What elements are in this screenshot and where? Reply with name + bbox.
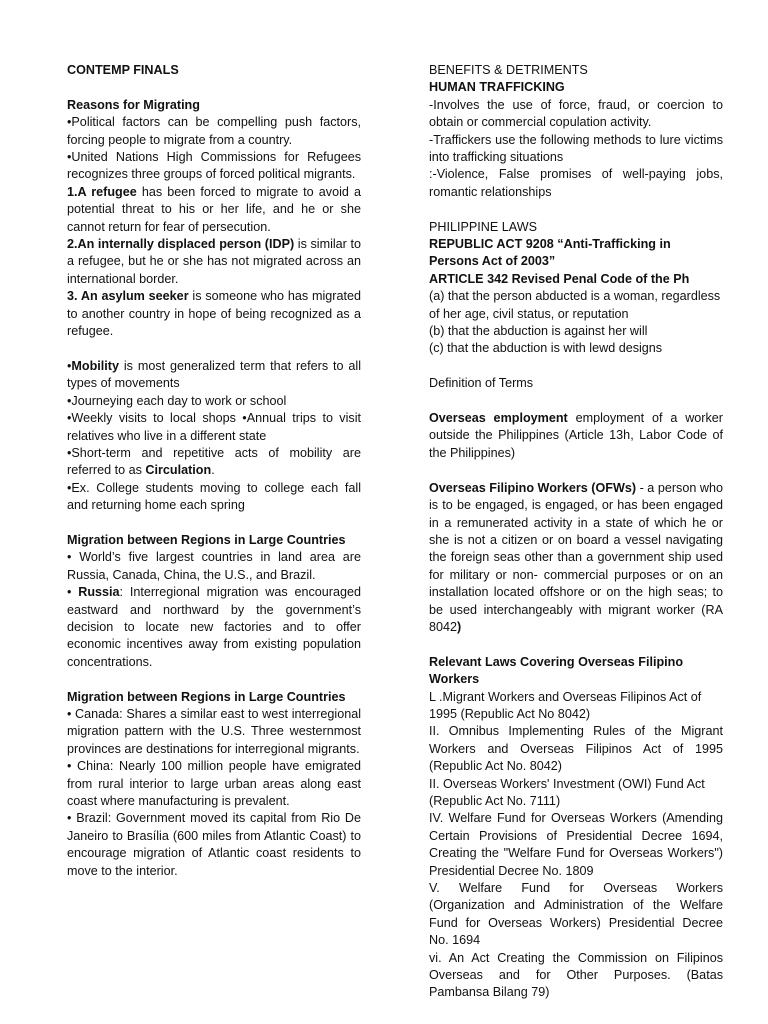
paragraph: -Traffickers use the following methods to lure victims into trafficking situations xyxy=(429,132,723,165)
paragraph: • Brazil: Government moved its capital from Rio De Janeiro to Brasília (600 miles from Atlantic Coast) to encourage migration of Atlantic coast residents to move to the interior. xyxy=(67,811,361,878)
list-item: (a) that the person abducted is a woman, regardless of her age, civil status, or reputation xyxy=(429,289,721,321)
paragraph-russia xyxy=(67,584,361,671)
paragraph: • China: Nearly 100 million people have emigrated from rural interior to large urban areas along east coast where manufacturing is prevalent. xyxy=(67,759,361,808)
list-item: II. Omnibus Implementing Rules of the Migrant Workers and Overseas Filipinos Act of 1995 (Republic Act No. 8042) xyxy=(429,724,723,774)
definition-text: - a person who is to be engaged, is engaged, or has been engaged in a remunerated activity in a state of which he or she is not a citizen or on board a vessel navigating the foreign seas other than a government ship used for military or non- commercial purposes or on an installation located offshore or on the high seas; to be used interchangeably with migrant worker (RA 8042 xyxy=(429,480,723,634)
section-heading-laws: PHILIPPINE LAWS xyxy=(429,219,538,234)
definition-text: is most generalized term that refers to all types of movements xyxy=(67,358,361,391)
paragraph: :-Violence, False promises of well-paying jobs, romantic relationships xyxy=(429,167,723,199)
list-item: L .Migrant Workers and Overseas Filipinos Act of 1995 (Republic Act No 8042) xyxy=(429,689,702,721)
list-item: (b) that the abduction is against her will xyxy=(429,324,648,339)
term: Mobility xyxy=(71,358,119,373)
paragraph: • Canada: Shares a similar east to west interregional migration pattern with the U.S. Three westernmost provinces are destinations for interregional migrants. xyxy=(67,706,361,756)
list-item: vi. An Act Creating the Commission on Filipinos Overseas and for Other Purposes. (Batas Pambansa Bilang 79) xyxy=(429,950,723,1000)
term: Overseas Filipino Workers (OFWs) xyxy=(429,480,637,495)
term: 1.A refugee xyxy=(67,184,137,199)
paragraph: • World’s five largest countries in land area are Russia, Canada, China, the U.S., and Brazil. xyxy=(67,550,361,582)
list-item: V. Welfare Fund for Overseas Workers (Organization and Administration of the Welfare Fund for Overseas Workers) Presidential Decree No. 1694 xyxy=(429,881,723,948)
paragraph-ofw xyxy=(429,480,723,637)
paragraph: •Political factors can be compelling push factors, forcing people to migrate from a country. xyxy=(67,115,361,147)
document-title: CONTEMP FINALS xyxy=(67,63,179,77)
paragraph-refugee xyxy=(67,184,361,236)
paragraph-idp xyxy=(67,236,361,288)
definition-text: employment of a worker outside the Philippines (Article 13h, Labor Code of the Philippines) xyxy=(429,411,723,460)
paragraph: •United Nations High Commissions for Refugees recognizes three groups of forced political migrants. xyxy=(67,150,361,182)
term: Russia xyxy=(78,585,120,600)
paragraph-mobility xyxy=(67,358,361,393)
law-heading-article342: ARTICLE 342 Revised Penal Code of the Ph xyxy=(429,271,690,286)
term: 2.An internally displaced person (IDP) xyxy=(67,237,295,252)
bullet: • xyxy=(67,358,72,373)
law-heading-ra9208: REPUBLIC ACT 9208 “Anti-Trafficking in Persons Act of 2003” xyxy=(429,237,671,269)
term: Overseas employment xyxy=(429,411,568,426)
paragraph: -Involves the use of force, fraud, or coercion to obtain or commercial copulation activity. xyxy=(429,97,723,130)
definition-text: is similar to a refugee, but he or she has not migrated across an international border. xyxy=(67,237,361,286)
paragraph-circulation xyxy=(67,445,361,480)
list-item: (c) that the abduction is with lewd designs xyxy=(429,341,663,356)
section-heading-trafficking: HUMAN TRAFFICKING xyxy=(429,80,565,95)
section-heading-regions: Migration between Regions in Large Countries xyxy=(67,532,346,547)
list-item: IV. Welfare Fund for Overseas Workers (Amending Certain Provisions of Presidential Decree 1694, Creating the "Welfare Fund for Overseas Workers") Presidential Decree No. 1809 xyxy=(429,811,723,878)
definition-text: •Short-term and repetitive acts of mobility are referred to as xyxy=(67,445,361,478)
paragraph-asylum xyxy=(67,288,361,340)
section-heading-regions: Migration between Regions in Large Countries xyxy=(67,689,346,704)
right-column xyxy=(429,62,723,1002)
section-heading-reasons: Reasons for Migrating xyxy=(67,97,200,112)
section-heading-benefits: BENEFITS & DETRIMENTS xyxy=(429,63,588,77)
paragraph: •Journeying each day to work or school xyxy=(67,393,287,408)
term: 3. An asylum seeker xyxy=(67,289,189,304)
term: Circulation xyxy=(145,463,212,478)
section-heading-relevant-laws: Relevant Laws Covering Overseas Filipino Workers xyxy=(429,654,684,687)
punctuation: . xyxy=(211,463,215,478)
paragraph: •Ex. College students moving to college each fall and returning home each spring xyxy=(67,480,361,513)
left-column xyxy=(67,62,361,880)
bullet: • xyxy=(67,585,79,600)
list-item: II. Overseas Workers' Investment (OWI) Fund Act (Republic Act No. 7111) xyxy=(429,776,705,808)
section-heading-definitions: Definition of Terms xyxy=(429,376,534,391)
definition-text: : Interregional migration was encouraged eastward and northward by the government’s decision to locate new factories and to offer economic incentives away from existing population concentrations. xyxy=(67,585,361,669)
paragraph-overseas-employment xyxy=(429,410,723,462)
definition-text: is someone who has migrated to another country in hope of being recognized as a refugee. xyxy=(67,289,361,339)
punctuation: ) xyxy=(457,619,462,634)
paragraph: •Weekly visits to local shops •Annual trips to visit relatives who live in a different state xyxy=(67,411,361,443)
definition-text: has been forced to migrate to avoid a potential threat to his or her life, and he or she cannot return for fear of persecution. xyxy=(67,184,361,234)
